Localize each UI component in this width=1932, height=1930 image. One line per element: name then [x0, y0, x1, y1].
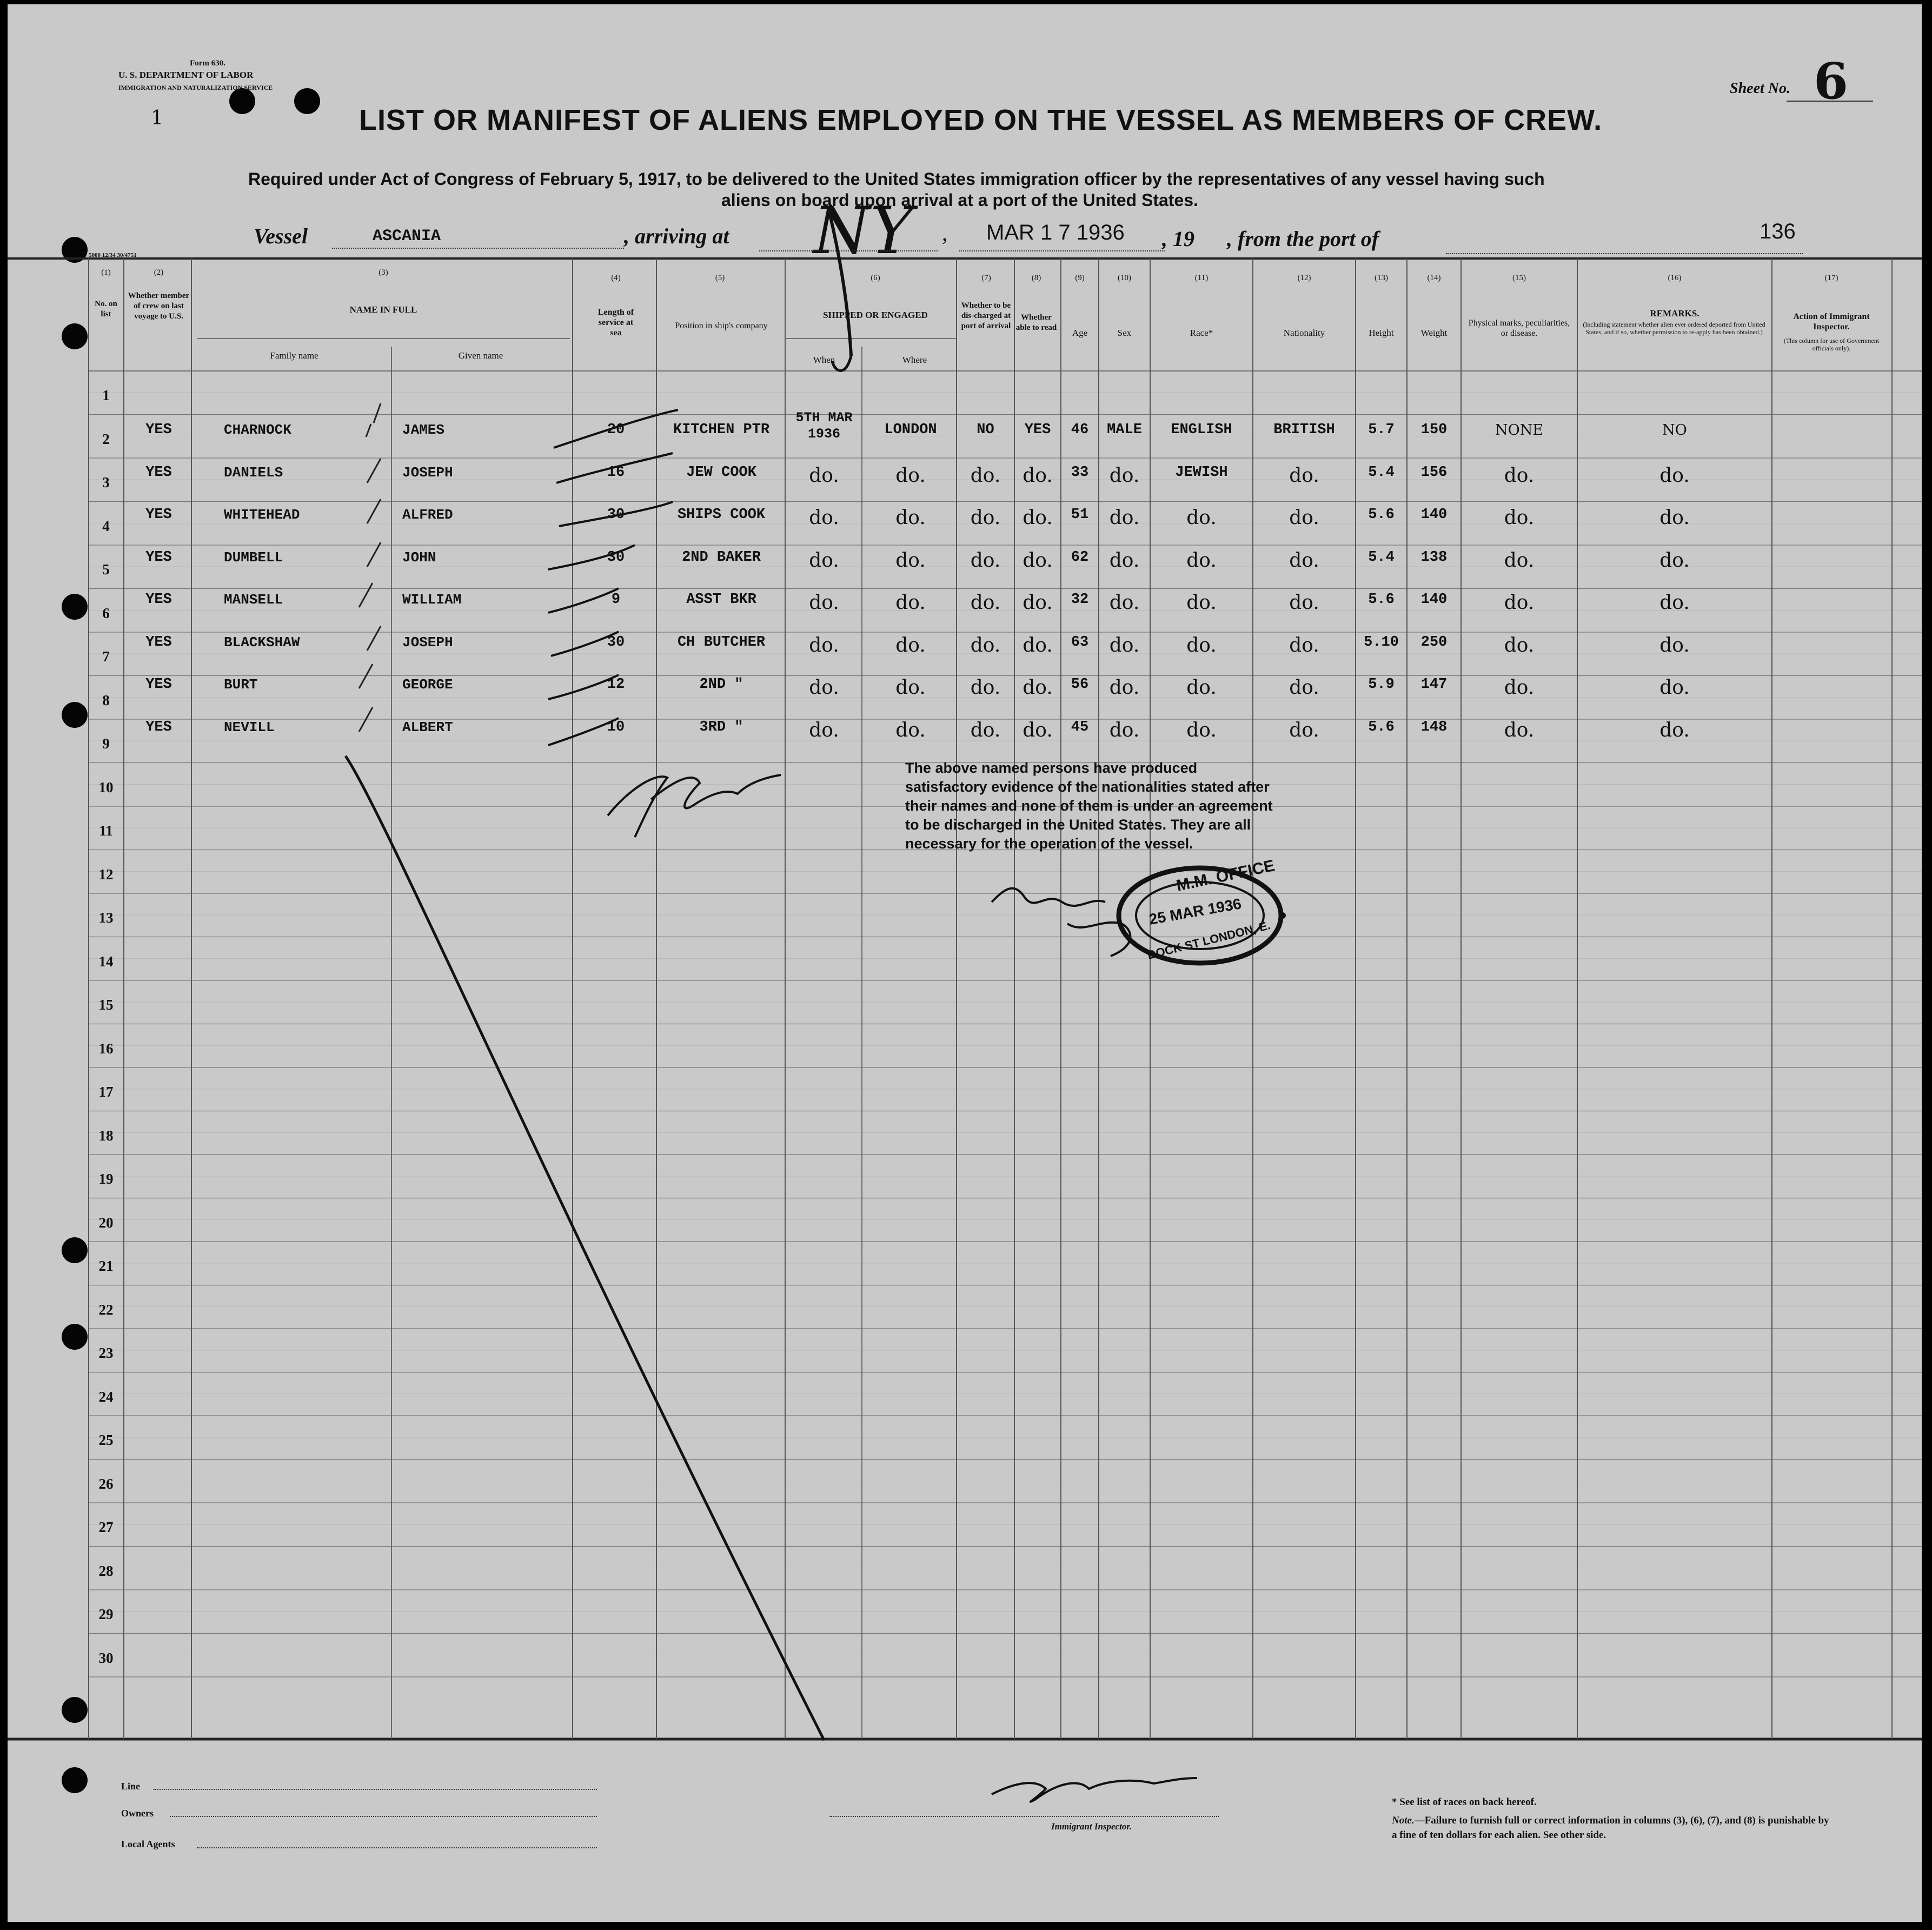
row-number: 26 [98, 1475, 114, 1492]
cell-nationality: do. [1289, 634, 1319, 656]
col-header-inspector-note: (This column for use of Government officials only). [1783, 337, 1880, 352]
cell-read: YES [1024, 422, 1051, 438]
col-num: (2) [154, 268, 164, 277]
cell-where: do. [895, 507, 926, 529]
row-number: 24 [98, 1388, 114, 1405]
service-strike [554, 410, 678, 448]
stamp-date: 25 MAR 1936 [1147, 895, 1243, 928]
year-label: , 19 [1162, 227, 1194, 251]
cell-family: WHITEHEAD [224, 507, 300, 523]
footer-agents-label: Local Agents [121, 1839, 175, 1849]
col-num: (8) [1031, 274, 1041, 282]
cell-weight: 147 [1420, 677, 1448, 693]
service-strike [548, 545, 635, 569]
col-num: (12) [1297, 274, 1311, 282]
col-header-nationality: Nationality [1283, 328, 1325, 338]
col-num: (3) [379, 268, 388, 277]
cell-given: ALFRED [402, 507, 453, 523]
agent-signature [992, 888, 1130, 956]
row-number: 5 [102, 561, 110, 578]
inspector-signature [608, 775, 781, 837]
col-num: (15) [1512, 274, 1526, 282]
check-mark [359, 707, 373, 732]
footer-line [170, 1816, 597, 1817]
check-mark [359, 664, 373, 688]
cell-sex: do. [1109, 549, 1140, 572]
cell-discharge: NO [977, 422, 994, 438]
manifest-sheet [8, 4, 1922, 1922]
row-number: 3 [102, 474, 110, 490]
col-header-position: Position in ship's company [675, 321, 768, 330]
form-number: Form 630. [190, 59, 225, 68]
cell-weight: 148 [1420, 719, 1448, 735]
col-header-sex: Sex [1117, 328, 1132, 338]
col-header-discharge: Whether to be dis-charged at port of arrival [961, 301, 1011, 330]
cell-service: 12 [607, 677, 625, 693]
col-header-inspector-action: Action of Immigrant Inspector. [1793, 312, 1870, 331]
sheet-number: 6 [1814, 52, 1849, 110]
cell-age: 63 [1071, 634, 1089, 651]
service-strike [556, 453, 673, 483]
cell-when: do. [809, 464, 839, 487]
row-number: 21 [98, 1258, 114, 1274]
arriving-port: NY [813, 194, 913, 269]
cell-height: 5.6 [1368, 507, 1395, 523]
cell-read: do. [1023, 464, 1053, 487]
row-number: 22 [98, 1301, 114, 1318]
subtitle-line-2: aliens on board upon arrival at a port of the United States. [721, 190, 1198, 210]
ny-stroke [832, 356, 851, 371]
cell-position: 2ND BAKER [682, 549, 761, 566]
cell-nationality: do. [1289, 507, 1319, 529]
cell-where: LONDON [884, 422, 937, 438]
cell-family: BURT [224, 677, 258, 693]
stamp-address: DOCK ST LONDON, E. [1146, 918, 1272, 962]
cell-discharge: do. [970, 549, 1001, 572]
service-strike [559, 502, 673, 526]
footer-signature [992, 1778, 1197, 1802]
cell-age: 56 [1071, 677, 1089, 693]
cell-age: 33 [1071, 464, 1089, 481]
vessel-label: Vessel [254, 224, 308, 248]
cell-sex: do. [1109, 507, 1140, 529]
cell-given: JOSEPH [402, 464, 453, 481]
penalty-note-label: Note. [1392, 1815, 1415, 1826]
subtitle-line-1: Required under Act of Congress of February 5, 1917, to be delivered to the United States immigration officer by the representatives of any vessel having such [248, 169, 1545, 189]
row-number: 16 [98, 1040, 114, 1057]
row-number: 2 [102, 430, 110, 447]
cell-read: do. [1023, 677, 1053, 699]
col-header-family-name: Family name [270, 350, 318, 361]
col-num: (13) [1375, 274, 1388, 282]
cell-when: do. [809, 592, 839, 614]
cell-given: JOHN [402, 549, 436, 566]
col-header-given-name: Given name [458, 350, 503, 361]
cell-nationality: do. [1289, 592, 1319, 614]
cell-given: ALBERT [402, 719, 453, 735]
cell-race: ENGLISH [1171, 422, 1232, 438]
cell-position: SHIPS COOK [677, 507, 766, 523]
row-number: 11 [99, 823, 113, 839]
row-number: 1 [102, 387, 110, 403]
col-num: (10) [1118, 274, 1131, 282]
cell-marks: do. [1504, 719, 1535, 741]
cell-position: 2ND " [699, 677, 743, 693]
department-name: U. S. DEPARTMENT OF LABOR [118, 70, 254, 80]
col-num: (9) [1075, 274, 1085, 282]
service-strike [551, 632, 619, 656]
cell-family: CHARNOCK [224, 422, 291, 438]
cell-where: do. [895, 677, 926, 699]
footer-line [197, 1847, 597, 1848]
cell-read: do. [1023, 507, 1053, 529]
comma: , [942, 221, 948, 246]
col-header-remarks: REMARKS. [1650, 308, 1699, 319]
cell-remarks: do. [1659, 507, 1690, 529]
print-code: 5000 12/34 30/4751 [89, 252, 137, 258]
cell-where: do. [895, 719, 926, 741]
cell-marks: do. [1504, 677, 1535, 699]
cell-age: 62 [1071, 549, 1089, 566]
cell-race: do. [1186, 677, 1217, 699]
col-header-where: Where [902, 355, 927, 365]
cell-position: ASST BKR [686, 592, 756, 608]
col-num: (17) [1824, 274, 1838, 282]
cell-service: 10 [607, 719, 625, 735]
cell-given: WILLIAM [402, 592, 462, 608]
col-header-last-voyage: Whether member of crew on last voyage to U.S. [128, 291, 190, 321]
col-num: (5) [715, 274, 725, 282]
cell-given: JOSEPH [402, 634, 453, 651]
row-number: 19 [98, 1171, 114, 1187]
check-mark [367, 499, 381, 523]
cell-discharge: do. [970, 592, 1001, 614]
cell-family: DUMBELL [224, 549, 283, 566]
col-num: (4) [611, 274, 621, 282]
check-mark [359, 583, 373, 607]
corner-mark: 1 [151, 107, 163, 129]
cell-remarks: do. [1659, 634, 1690, 656]
arrival-number: 136 [1760, 220, 1796, 243]
row-number: 28 [98, 1562, 114, 1579]
from-port-label: , from the port of [1227, 227, 1379, 251]
cell-where: do. [895, 549, 926, 572]
cell-height: 5.7 [1368, 422, 1395, 438]
row-number: 15 [98, 997, 114, 1013]
declaration-text: The above named persons have produced satisfactory evidence of the nationalities stated after their names and none of them is under an agreement to be discharged in the United States. They are all necessary for the operation of the vessel. [905, 760, 1273, 852]
cell-read: do. [1023, 719, 1053, 741]
col-num: (1) [101, 268, 111, 277]
check-mark [366, 403, 381, 437]
handwriting-layer [8, 4, 1922, 1922]
cell-race: do. [1186, 719, 1217, 741]
cell-marks: do. [1504, 549, 1535, 572]
col-header-read: Whether able to read [1015, 313, 1057, 332]
footer-line [154, 1789, 597, 1790]
row-number: 17 [98, 1084, 114, 1100]
cell-when: do. [809, 677, 839, 699]
cell-given: GEORGE [402, 677, 453, 693]
cell-prev: YES [145, 677, 172, 693]
col-header-remarks-note: (Including statement whether alien ever ordered deported from United States, and if so, whether permission to re-apply has been obtained.) [1583, 321, 1765, 336]
check-mark [367, 542, 381, 567]
stamp-office: M.M. OFFICE [1174, 857, 1277, 895]
cell-sex: do. [1109, 719, 1140, 741]
cell-family: NEVILL [224, 719, 275, 735]
cell-family: MANSELL [224, 592, 283, 608]
cell-prev: YES [145, 464, 172, 481]
col-num: (16) [1668, 274, 1682, 282]
cell-position: KITCHEN PTR [673, 422, 770, 438]
cell-height: 5.4 [1368, 464, 1395, 481]
cell-race: do. [1186, 592, 1217, 614]
cell-prev: YES [145, 549, 172, 566]
cell-service: 9 [611, 592, 621, 608]
col-num: (6) [871, 274, 880, 282]
cell-service: 30 [607, 634, 625, 651]
penalty-note [1392, 1813, 1835, 1842]
row-number: 14 [98, 953, 114, 970]
cell-weight: 138 [1420, 549, 1448, 566]
penalty-note-text: —Failure to furnish full or correct information in columns (3), (6), (7), and (8) is punishable by a fine of ten dollars for each alien. See other side. [1392, 1815, 1829, 1841]
cell-prev: YES [145, 422, 172, 438]
cell-prev: YES [145, 507, 172, 523]
cell-age: 46 [1071, 422, 1089, 438]
cell-where: do. [895, 634, 926, 656]
cell-race: do. [1186, 549, 1217, 572]
cell-where: do. [895, 592, 926, 614]
col-num: (7) [981, 274, 991, 282]
cell-discharge: do. [970, 634, 1001, 656]
cell-height: 5.6 [1368, 719, 1395, 735]
cell-race: JEWISH [1175, 464, 1228, 481]
cell-nationality: do. [1289, 464, 1319, 487]
cell-remarks: NO [1662, 422, 1687, 439]
cell-prev: YES [145, 719, 172, 735]
service-name: IMMIGRATION AND NATURALIZATION SERVICE [118, 84, 273, 91]
cell-sex: MALE [1107, 422, 1142, 438]
cell-height: 5.10 [1364, 634, 1399, 651]
vessel-name: ASCANIA [373, 227, 441, 246]
inspector-label: Immigrant Inspector. [1051, 1821, 1132, 1832]
arrival-date-stamp: MAR 1 7 1936 [986, 221, 1125, 244]
cell-read: do. [1023, 549, 1053, 572]
cell-discharge: do. [970, 719, 1001, 741]
cell-discharge: do. [970, 677, 1001, 699]
page-title: LIST OR MANIFEST OF ALIENS EMPLOYED ON THE VESSEL AS MEMBERS OF CREW. [359, 104, 1603, 136]
row-number: 12 [98, 866, 114, 883]
cell-marks: do. [1504, 464, 1535, 487]
cell-position: 3RD " [699, 719, 743, 735]
cell-weight: 250 [1420, 634, 1448, 651]
row-number: 4 [102, 518, 110, 534]
cell-remarks: do. [1659, 549, 1690, 572]
cell-given: JAMES [402, 422, 445, 438]
row-number: 8 [102, 692, 110, 708]
cell-where: do. [895, 464, 926, 487]
service-strike [548, 675, 619, 699]
col-header-race: Race* [1190, 328, 1213, 338]
col-header-weight: Weight [1420, 328, 1448, 338]
row-number: 25 [98, 1432, 114, 1448]
row-number: 27 [98, 1519, 114, 1535]
cell-when: do. [809, 634, 839, 656]
col-num: (11) [1194, 274, 1209, 282]
cell-remarks: do. [1659, 592, 1690, 614]
col-header-height: Height [1369, 328, 1394, 338]
cell-service: 16 [607, 464, 625, 481]
cell-discharge: do. [970, 507, 1001, 529]
cell-age: 32 [1071, 592, 1089, 608]
cell-height: 5.4 [1368, 549, 1395, 566]
cell-height: 5.9 [1368, 677, 1395, 693]
cell-when: 5TH MAR 1936 [795, 410, 853, 442]
check-mark [367, 626, 381, 651]
arriving-label: , arriving at [624, 224, 729, 248]
inspector-line [829, 1816, 1219, 1817]
cell-read: do. [1023, 592, 1053, 614]
cell-age: 51 [1071, 507, 1089, 523]
row-number: 13 [98, 910, 114, 926]
col-header-physical-marks: Physical marks, peculiarities, or disease. [1468, 319, 1570, 338]
service-strike [548, 588, 619, 613]
cell-race: do. [1186, 507, 1217, 529]
cell-when: do. [809, 719, 839, 741]
cell-discharge: do. [970, 464, 1001, 487]
cell-sex: do. [1109, 634, 1140, 656]
footer-line-label: Line [121, 1781, 141, 1792]
check-mark [367, 459, 381, 483]
cell-prev: YES [145, 592, 172, 608]
row-number: 30 [98, 1649, 114, 1666]
cell-position: CH BUTCHER [677, 634, 766, 651]
ny-stroke [829, 213, 851, 356]
row-number: 7 [102, 648, 110, 665]
cell-service: 30 [607, 507, 625, 523]
cell-sex: do. [1109, 464, 1140, 487]
cancel-line [346, 756, 824, 1740]
cell-nationality: BRITISH [1273, 422, 1335, 438]
cell-sex: do. [1109, 677, 1140, 699]
cell-service: 20 [607, 422, 625, 438]
cell-remarks: do. [1659, 719, 1690, 741]
cell-read: do. [1023, 634, 1053, 656]
cell-marks: do. [1504, 592, 1535, 614]
cell-nationality: do. [1289, 677, 1319, 699]
cell-weight: 140 [1420, 592, 1448, 608]
cell-when: do. [809, 507, 839, 529]
cell-nationality: do. [1289, 719, 1319, 741]
cell-position: JEW COOK [686, 464, 756, 481]
row-number: 20 [98, 1214, 114, 1231]
cell-marks: do. [1504, 507, 1535, 529]
cell-remarks: do. [1659, 677, 1690, 699]
row-number: 29 [98, 1606, 114, 1622]
races-note: * See list of races on back hereof. [1392, 1796, 1537, 1808]
cell-sex: do. [1109, 592, 1140, 614]
cell-weight: 140 [1420, 507, 1448, 523]
cell-remarks: do. [1659, 464, 1690, 487]
col-header-shipped: SHIPPED OR ENGAGED [823, 310, 928, 320]
cell-race: do. [1186, 634, 1217, 656]
cell-when: do. [809, 549, 839, 572]
row-number: 9 [102, 735, 110, 752]
cell-nationality: do. [1289, 549, 1319, 572]
cell-prev: YES [145, 634, 172, 651]
footer-owners-label: Owners [121, 1808, 154, 1819]
service-strike [548, 718, 619, 745]
row-number: 10 [98, 779, 114, 795]
row-number: 6 [102, 605, 110, 621]
cell-family: BLACKSHAW [224, 634, 300, 651]
cell-service: 30 [607, 549, 625, 566]
row-number: 18 [98, 1127, 114, 1144]
sheet-label: Sheet No. [1730, 80, 1790, 97]
cell-weight: 150 [1420, 422, 1448, 438]
cell-age: 45 [1071, 719, 1089, 735]
col-header-age: Age [1072, 328, 1088, 338]
cell-height: 5.6 [1368, 592, 1395, 608]
col-header-no: No. on list [95, 300, 117, 319]
col-header-name: NAME IN FULL [349, 304, 417, 315]
cell-weight: 156 [1420, 464, 1448, 481]
col-header-service: Length of service at sea [597, 308, 634, 337]
col-header-when: When [813, 355, 835, 365]
cell-family: DANIELS [224, 464, 283, 481]
cell-marks: NONE [1495, 422, 1544, 439]
col-num: (14) [1427, 274, 1441, 282]
cell-marks: do. [1504, 634, 1535, 656]
row-number: 23 [98, 1345, 114, 1361]
